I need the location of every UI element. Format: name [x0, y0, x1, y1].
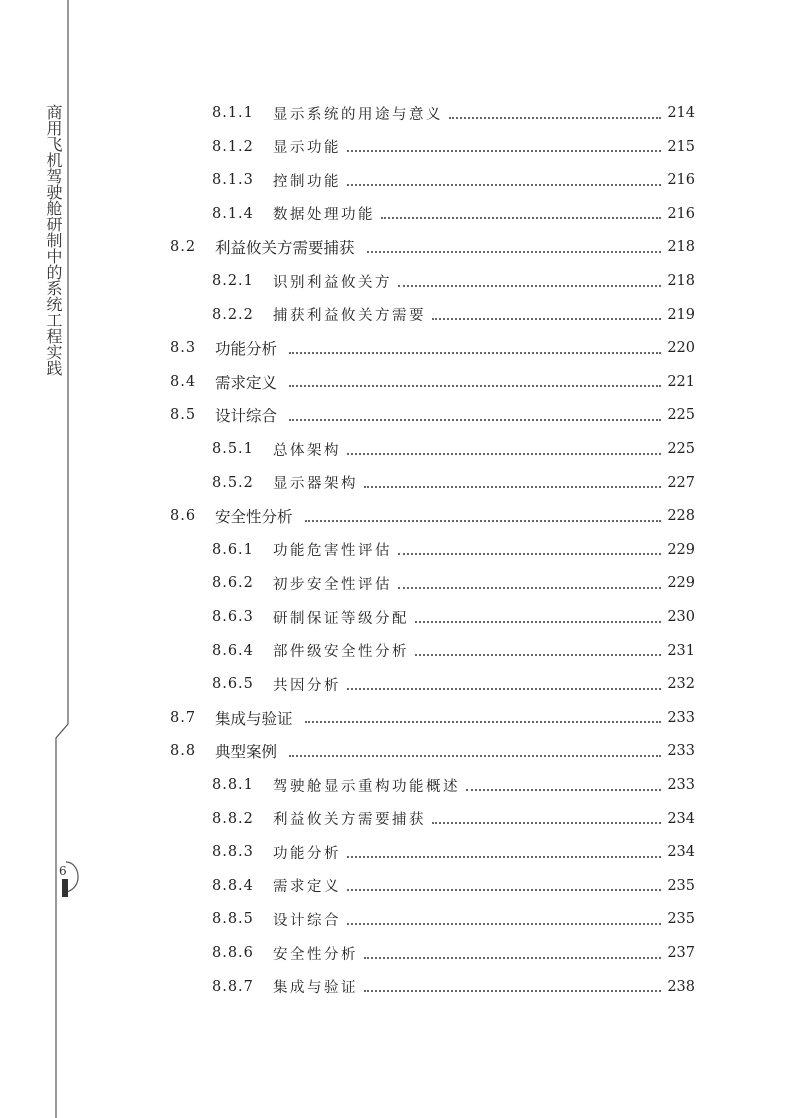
toc-entry-page: 238 — [667, 978, 695, 995]
toc-entry-title: 研制保证等级分配 — [273, 610, 409, 627]
toc-leader-dots — [347, 855, 661, 858]
toc-entry-title: 需求定义 — [273, 879, 341, 896]
toc-entry-title: 功能分析 — [215, 340, 278, 359]
toc-section-entry[interactable] — [170, 336, 695, 360]
toc-subsection-entry[interactable] — [212, 874, 695, 898]
toc-leader-dots — [398, 586, 661, 589]
toc-leader-dots — [415, 653, 661, 656]
toc-entry-title: 功能危害性评估 — [273, 543, 392, 560]
toc-entry-page: 221 — [667, 373, 695, 390]
toc-entry-page: 219 — [667, 306, 695, 323]
toc-leader-dots — [347, 452, 661, 455]
toc-leader-dots — [305, 519, 661, 522]
toc-leader-dots — [289, 418, 661, 421]
toc-entry-title: 显示器架构 — [273, 476, 358, 493]
toc-section-entry[interactable] — [170, 403, 695, 427]
toc-entry-number: 8.2 — [170, 239, 197, 256]
toc-leader-dots — [347, 149, 661, 152]
toc-entry-page: 234 — [667, 844, 695, 861]
toc-subsection-entry[interactable] — [212, 538, 695, 562]
toc-entry-number: 8.5.2 — [212, 474, 254, 491]
toc-leader-dots — [432, 821, 661, 824]
toc-entry-page: 227 — [667, 474, 695, 491]
toc-leader-dots — [364, 989, 661, 992]
toc-entry-number: 8.8 — [170, 743, 197, 760]
toc-subsection-entry[interactable] — [212, 101, 695, 125]
toc-entry-page: 225 — [667, 441, 695, 457]
toc-subsection-entry[interactable] — [212, 672, 695, 696]
toc-leader-dots — [466, 788, 661, 791]
toc-leader-dots — [364, 956, 661, 959]
toc-entry-title: 安全性分析 — [273, 946, 358, 963]
toc-entry-title: 识别利益攸关方 — [273, 274, 392, 291]
toc-entry-title: 数据处理功能 — [273, 207, 375, 224]
toc-entry-page: 218 — [667, 239, 695, 256]
toc-leader-dots — [449, 116, 661, 119]
toc-entry-number: 8.8.5 — [212, 911, 254, 928]
toc-entry-page: 237 — [667, 945, 695, 961]
toc-entry-number: 8.6.2 — [212, 575, 254, 592]
toc-subsection-entry[interactable] — [212, 135, 695, 159]
toc-section-entry[interactable] — [170, 235, 695, 259]
toc-leader-dots — [289, 351, 661, 354]
toc-entry-page: 218 — [667, 273, 695, 289]
toc-leader-dots — [347, 922, 661, 925]
toc-leader-dots — [347, 183, 661, 186]
toc-entry-number: 8.7 — [170, 709, 197, 726]
toc-entry-number: 8.1.1 — [212, 105, 254, 121]
toc-entry-number: 8.6.3 — [212, 609, 254, 625]
toc-entry-title: 捕获利益攸关方需要 — [273, 308, 426, 325]
toc-entry-page: 232 — [667, 676, 695, 693]
toc-entry-number: 8.2.2 — [212, 306, 254, 323]
toc-entry-page: 225 — [667, 407, 695, 424]
toc-entry-title: 初步安全性评估 — [273, 576, 392, 593]
toc-entry-number: 8.8.1 — [212, 777, 254, 793]
toc-section-entry[interactable] — [170, 706, 695, 730]
toc-leader-dots — [289, 384, 661, 387]
toc-entry-number: 8.6.1 — [212, 541, 254, 558]
toc-entry-title: 控制功能 — [273, 173, 341, 190]
toc-leader-dots — [432, 317, 661, 320]
toc-subsection-entry[interactable] — [212, 303, 695, 327]
toc-entry-page: 233 — [667, 777, 695, 793]
toc-leader-dots — [381, 216, 661, 219]
toc-entry-number: 8.4 — [170, 373, 197, 390]
toc-subsection-entry[interactable] — [212, 907, 695, 931]
page-number: 6 — [59, 864, 67, 878]
toc-entry-title: 设计综合 — [215, 407, 278, 426]
toc-entry-page: 215 — [667, 138, 695, 155]
toc-leader-dots — [367, 250, 661, 253]
toc-entry-page: 234 — [667, 810, 695, 827]
toc-entry-title: 需求定义 — [215, 373, 278, 392]
toc-entry-title: 利益攸关方需要捕获 — [215, 239, 355, 258]
toc-entry-number: 8.1.3 — [212, 172, 254, 189]
toc-entry-title: 设计综合 — [273, 912, 341, 929]
toc-leader-dots — [398, 552, 661, 555]
toc-entry-number: 8.8.4 — [212, 877, 254, 894]
toc-entry-number: 8.8.2 — [212, 810, 254, 827]
toc-entry-number: 8.5.1 — [212, 441, 254, 457]
toc-entry-title: 功能分析 — [273, 845, 341, 862]
toc-entry-number: 8.1.4 — [212, 205, 254, 222]
toc-subsection-entry[interactable] — [212, 202, 695, 226]
toc-subsection-entry[interactable] — [212, 941, 695, 965]
toc-entry-number: 8.8.3 — [212, 844, 254, 861]
toc-entry-page: 229 — [667, 541, 695, 558]
toc-entry-number: 8.5 — [170, 407, 197, 424]
toc-section-entry[interactable] — [170, 504, 695, 528]
toc-entry-page: 233 — [667, 743, 695, 760]
toc-leader-dots — [398, 284, 661, 287]
toc-entry-page: 235 — [667, 911, 695, 928]
toc-subsection-entry[interactable] — [212, 571, 695, 595]
toc-subsection-entry[interactable] — [212, 773, 695, 797]
toc-entry-page: 229 — [667, 575, 695, 592]
toc-subsection-entry[interactable] — [212, 269, 695, 293]
toc-entry-title: 利益攸关方需要捕获 — [273, 812, 426, 829]
toc-entry-title: 集成与验证 — [215, 709, 293, 728]
toc-entry-title: 显示系统的用途与意义 — [273, 106, 443, 123]
toc-leader-dots — [347, 687, 661, 690]
toc-section-entry[interactable] — [170, 739, 695, 763]
toc-entry-number: 8.6.5 — [212, 676, 254, 693]
toc-entry-title: 部件级安全性分析 — [273, 644, 409, 661]
toc-entry-number: 8.3 — [170, 340, 197, 357]
toc-entry-page: 214 — [667, 105, 695, 121]
toc-entry-page: 230 — [667, 609, 695, 625]
toc-leader-dots — [347, 888, 661, 891]
toc-entry-page: 216 — [667, 172, 695, 189]
toc-leader-dots — [364, 485, 661, 488]
toc-entry-page: 228 — [667, 508, 695, 525]
toc-leader-dots — [289, 754, 661, 757]
toc-subsection-entry[interactable] — [212, 975, 695, 999]
toc-entry-page: 235 — [667, 877, 695, 894]
toc-entry-page: 231 — [667, 642, 695, 659]
toc-entry-number: 8.6 — [170, 508, 197, 525]
spine-book-title: 商用飞机驾驶舱研制中的系统工程实践 — [44, 104, 63, 376]
toc-entry-number: 8.8.7 — [212, 978, 254, 995]
toc-entry-title: 安全性分析 — [215, 508, 293, 527]
toc-leader-dots — [305, 720, 661, 723]
toc-entry-title: 集成与验证 — [273, 980, 358, 997]
toc-leader-dots — [415, 620, 661, 623]
toc-section-entry[interactable] — [170, 370, 695, 394]
toc-subsection-entry[interactable] — [212, 168, 695, 192]
toc-subsection-entry[interactable] — [212, 605, 695, 629]
toc-entry-number: 8.1.2 — [212, 138, 254, 155]
toc-entry-title: 驾驶舱显示重构功能概述 — [273, 778, 460, 795]
toc-subsection-entry[interactable] — [212, 840, 695, 864]
toc-entry-page: 233 — [667, 709, 695, 726]
toc-entry-title: 显示功能 — [273, 140, 341, 157]
toc-subsection-entry[interactable] — [212, 437, 695, 461]
toc-entry-title: 共因分析 — [273, 677, 341, 694]
toc-subsection-entry[interactable] — [212, 639, 695, 663]
toc-entry-title: 总体架构 — [273, 442, 341, 459]
toc-subsection-entry[interactable] — [212, 471, 695, 495]
toc-entry-number: 8.8.6 — [212, 945, 254, 961]
toc-entry-page: 220 — [667, 340, 695, 357]
toc-entry-title: 典型案例 — [215, 743, 278, 762]
toc-entry-number: 8.6.4 — [212, 642, 254, 659]
toc-entry-page: 216 — [667, 205, 695, 222]
toc-subsection-entry[interactable] — [212, 807, 695, 831]
toc-entry-number: 8.2.1 — [212, 273, 254, 289]
